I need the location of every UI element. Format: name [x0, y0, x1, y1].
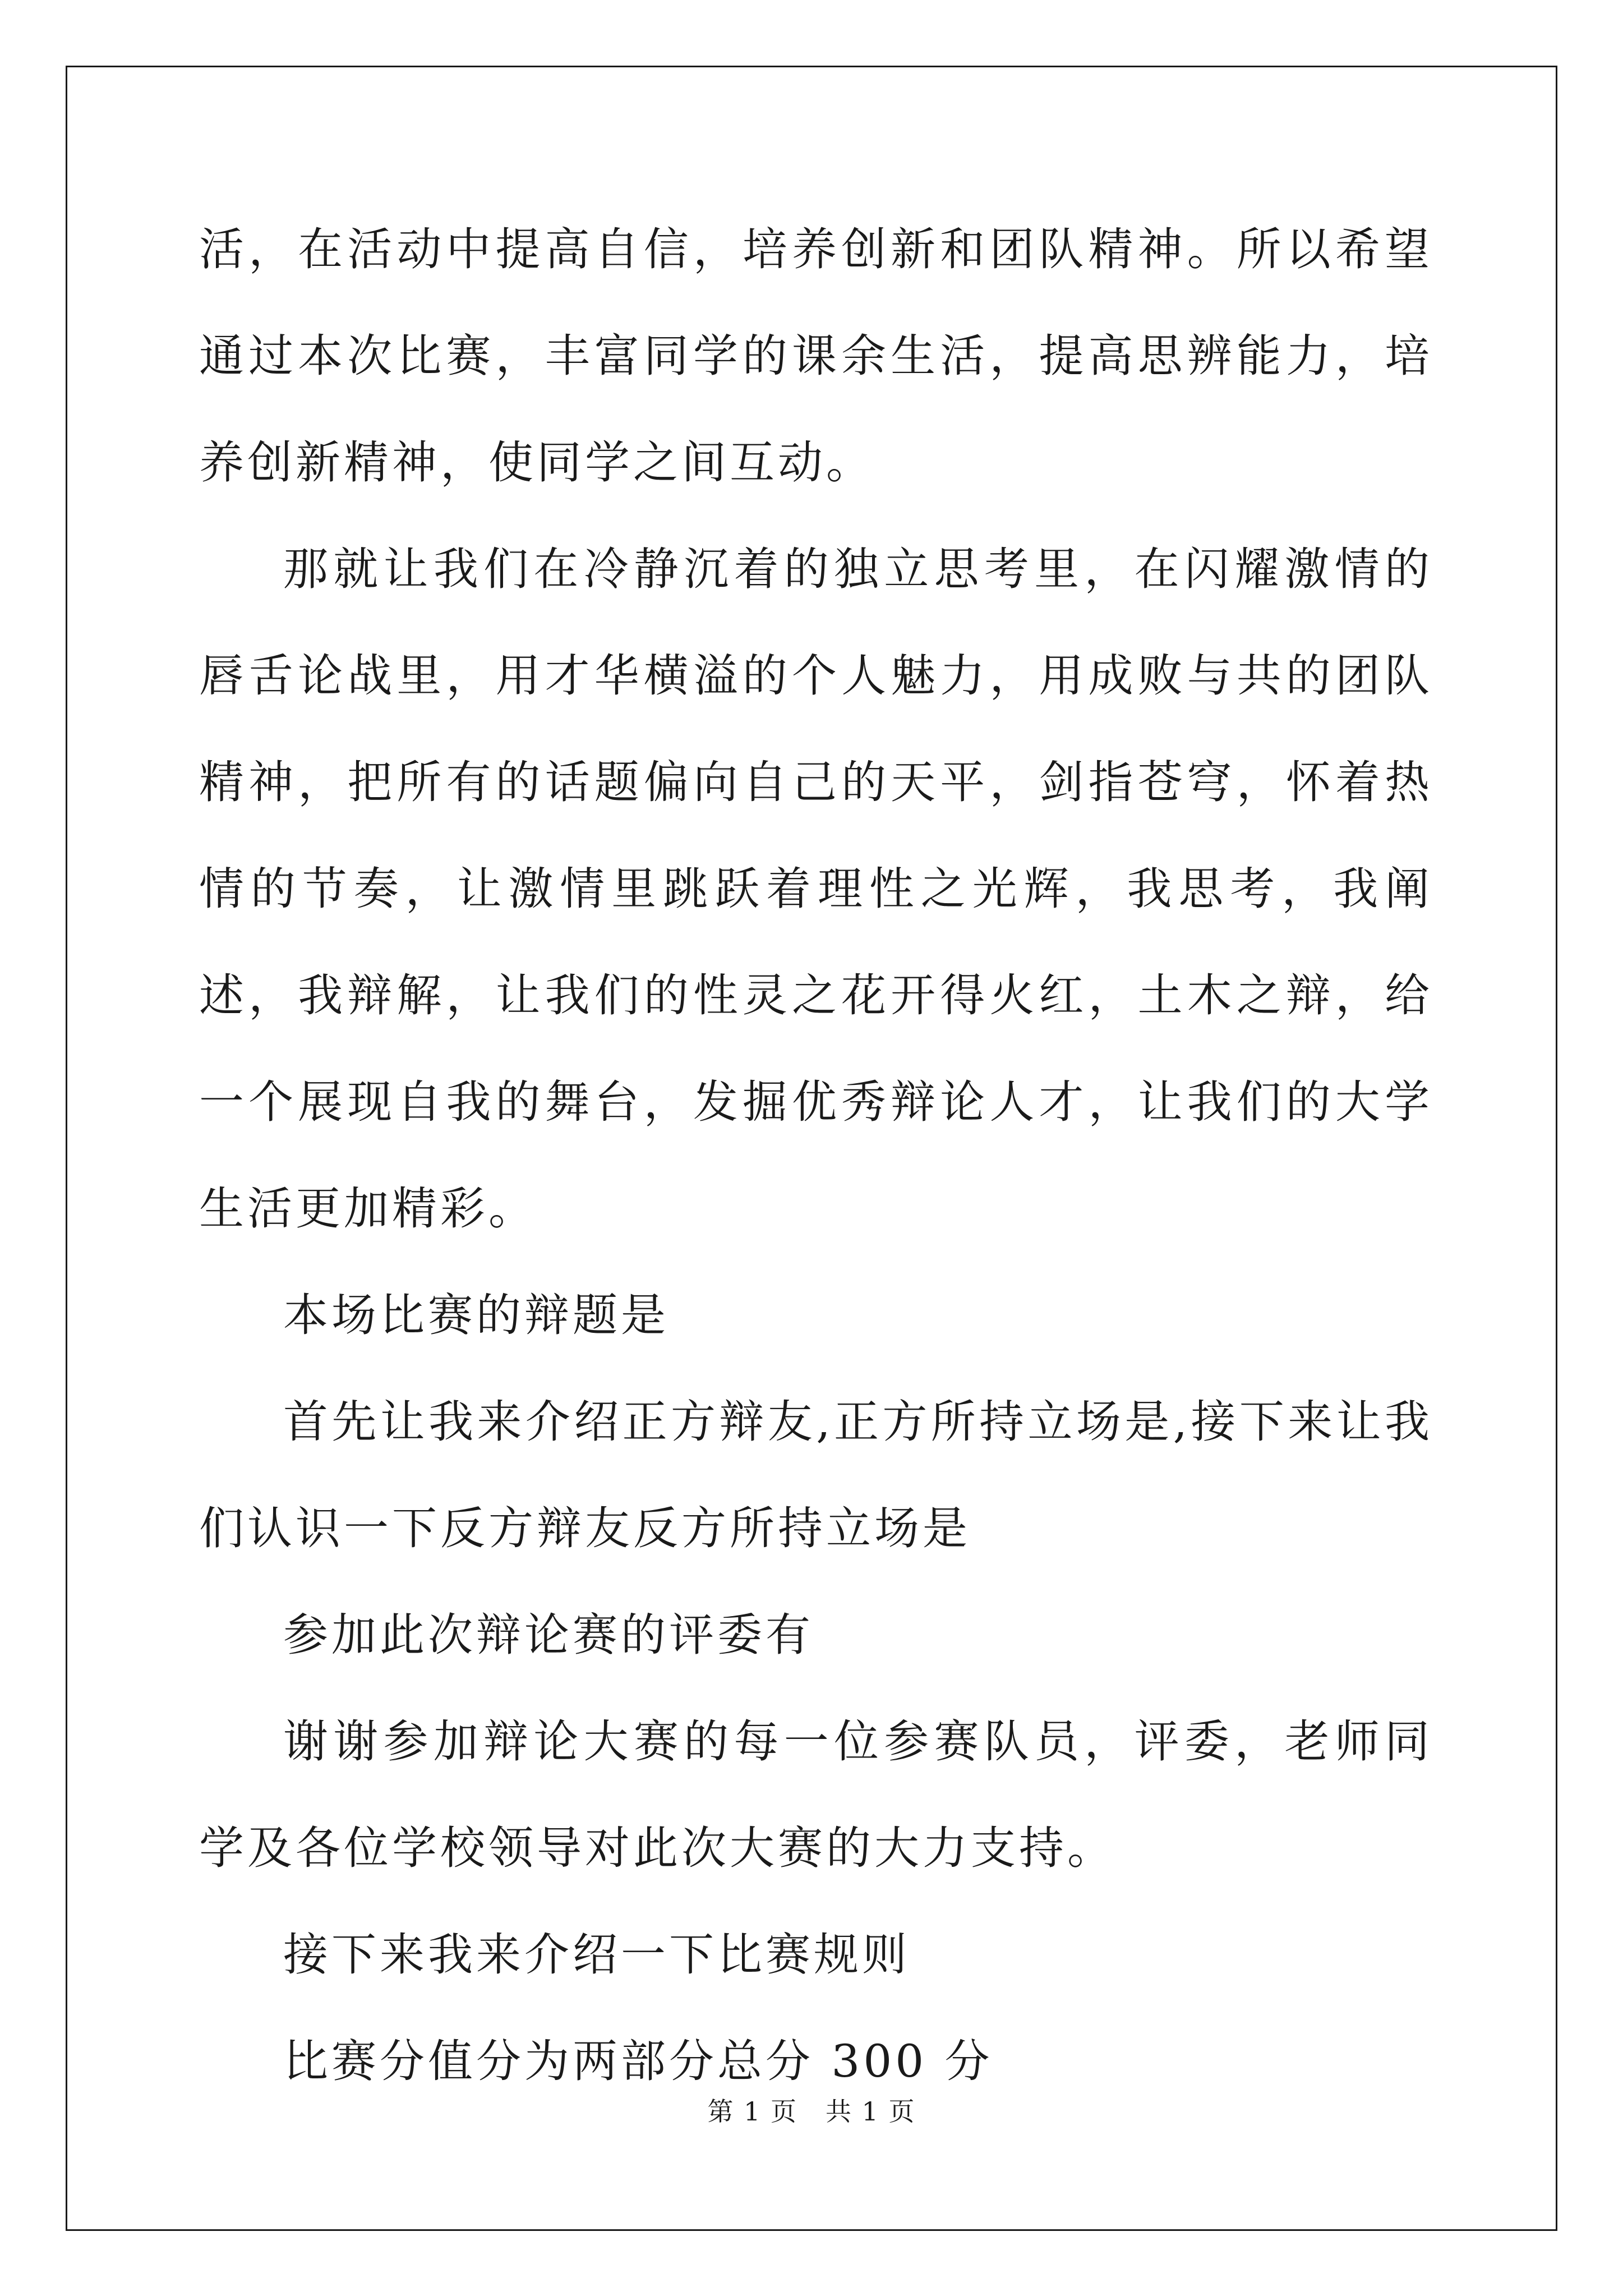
page-footer [0, 2091, 1623, 2128]
paragraph-rules-intro: 接下来我来介绍一下比赛规则 [283, 1929, 910, 1981]
document-body [199, 196, 1433, 2115]
paragraph-introduce-teams: 首先让我来介绍正方辩友,正方所持立场是,接下来让我们认识一下反方辩友反方所持立场是 [199, 1396, 1433, 1554]
paragraph-scoring: 比赛分值分为两部分总分 300 分 [283, 2035, 993, 2087]
page-number-total: 共 1 页 [826, 2096, 916, 2127]
paragraph-continuation: 活，在活动中提高自信，培养创新和团队精神。所以希望通过本次比赛，丰富同学的课余生活，提高思辨能力，培养创新精神，使同学之间互动。 [199, 223, 1433, 489]
paragraph-debate-topic: 本场比赛的辩题是 [283, 1289, 669, 1341]
paragraph-debate-spirit: 那就让我们在冷静沉着的独立思考里，在闪耀激情的唇舌论战里，用才华横溢的个人魅力，用成败与共的团队精神，把所有的话题偏向自己的天平，剑指苍穹，怀着热情的节奏，让激情里跳跃着理性之光辉，我思考，我阐述，我辩解，让我们的性灵之花开得火红，土木之辩，给一个展现自我的舞台，发掘优秀辩论人才，让我们的大学生活更加精彩。 [199, 543, 1433, 1235]
page-number-current: 第 1 页 [707, 2096, 797, 2127]
paragraph-judges: 参加此次辩论赛的评委有 [283, 1609, 814, 1661]
paragraph-thanks: 谢谢参加辩论大赛的每一位参赛队员，评委，老师同学及各位学校领导对此次大赛的大力支持。 [199, 1715, 1433, 1874]
